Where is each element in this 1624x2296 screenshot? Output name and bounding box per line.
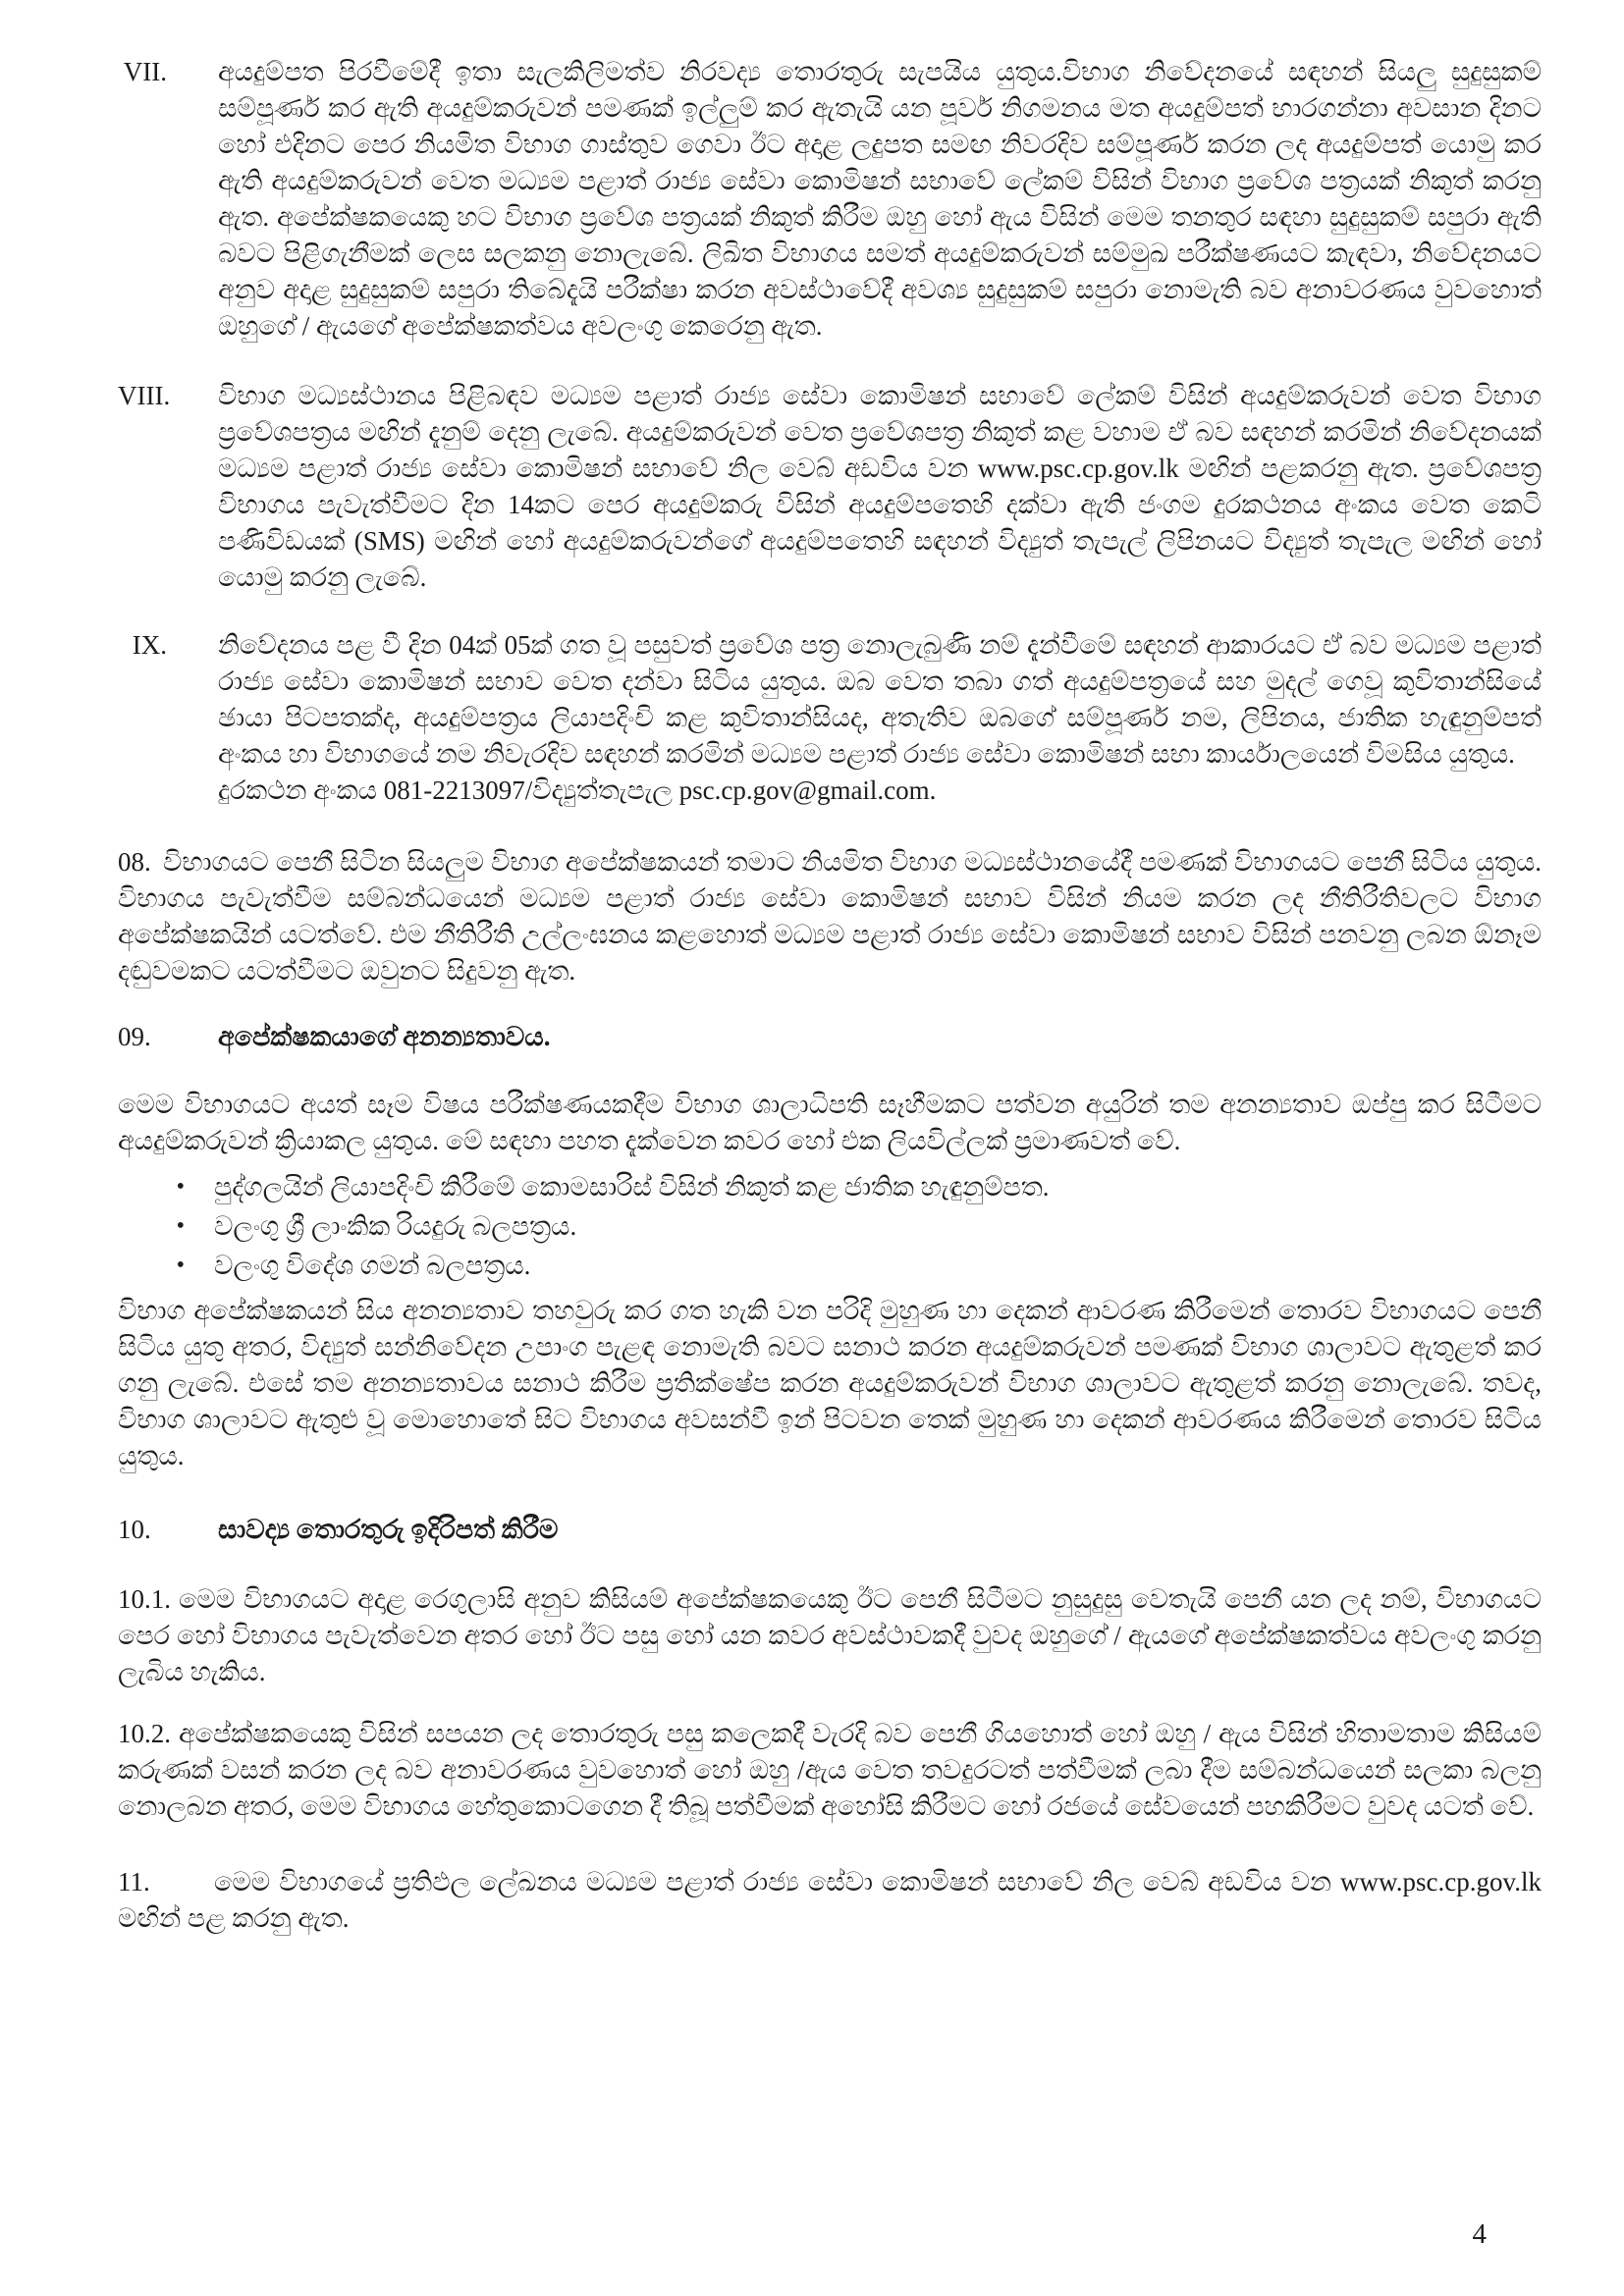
bullet-text: පුද්ගලයින් ලියාපදිංචි කිරීමේ කොමසාරිස් විසින් නිකුත් කළ ජාතික හැඳුනුම්පත. xyxy=(214,1172,1050,1201)
section-11 xyxy=(118,1864,1542,1937)
section-08-number: 08. xyxy=(118,847,151,877)
section-ix-text: නිවේදනය පළ වී දින 04ක් 05ක් ගත වූ පසුවත් ප්‍රවේශ පත්‍ර නොලැබුණි නම් දැන්වීමේ සඳහන් ආකාරයට ඒ බව මධ්‍යම පළාත් රාජ්‍ය සේවා කොමිෂන් සභාව වෙත දන්වා සිටිය යුතුය. ඔබ වෙත තබා ගත් අයදුම්පත්‍රයේ සහ මුදල් ගෙවූ කුවිතාන්සියේ ඡායා පිටපතක්ද, අයදුම්පත්‍රය ලියාපදිංචි කළ කුවිතාන්සියද, අතැතිව ඔබගේ සම්පූර්ණ නම, ලිපිනය, ජාතික හැඳුනුම්පත් අංකය හා විභාගයේ නම නිවැරදිව සඳහන් කරමින් මධ්‍යම පළාත් රාජ්‍ය සේවා කොමිෂන් සභා කාර්යාලයෙන් විමසිය යුතුය. xyxy=(218,630,1542,769)
section-09-heading: අපේක්ෂකයාගේ අනන්‍යතාවය. xyxy=(218,1022,551,1051)
page-number: 4 xyxy=(1472,2218,1487,2250)
section-ix xyxy=(118,627,1542,809)
document-content xyxy=(118,54,1542,1937)
list-item xyxy=(118,1167,1542,1206)
section-09-bullet-list xyxy=(118,1167,1542,1285)
bullet-text: වලංගු විදේශ ගමන් බලපත්‍රය. xyxy=(214,1251,531,1280)
section-09-outro: විභාග අපේක්ෂකයන් සිය අනන්‍යතාව තහවුරු කර ගත හැකි වන පරිදි මුහුණ හා දෙකන් ආවරණ කිරීමෙන් තොරව විභාගයට පෙනී සිටිය යුතු අතර, විද්‍යුත් සන්නිවේදන උපාංග පැළඳ නොමැති බවට සනාථ කරන අයදුම්කරුවන් පමණක් විභාග ශාලාවට ඇතුළත් කර ගනු ලැබේ. එසේ තම අනන්‍යතාවය සනාථ කිරීම ප්‍රතික්ෂේප කරන අයදුම්කරුවන් විභාග ශාලාවට ඇතුළත් කරනු නොලැබේ. තවද, විභාග ශාලාවට ඇතුළු වූ මොහොතේ සිට විභාගය අවසන්වී ඉන් පිටවන තෙක් මුහුණ හා දෙකන් ආවරණය කිරීමෙන් තොරව සිටිය යුතුය. xyxy=(118,1296,1542,1470)
section-vii-number: VII. xyxy=(123,57,167,86)
section-10-heading-row xyxy=(118,1512,1542,1548)
section-vii xyxy=(118,54,1542,345)
section-10-2-text: අපේක්ෂකයෙකු විසින් සපයන ලද තොරතුරු පසු කලෙකදී වැරදි බව පෙනී ගියහොත් හෝ ඔහු / ඇය විසින් හිතාමතාම කිසියම් කරුණක් වසන් කරන ලද බව අනාවරණය වුවහොත් හෝ ඔහු /ඇය වෙත තවදුරටත් පත්වීමක් ලබා දීම සම්බන්ධයෙන් සලකා බලනු නොලබන අතර, මෙම විභාගය හේතුකොටගෙන දී තිබූ පත්වීමක් අහෝසි කිරීමට හෝ රජයේ සේවයෙන් පහකිරීමට වුවද යටත් වේ. xyxy=(118,1719,1542,1821)
section-vii-text: අයදුම්පත පිරවීමේදී ඉතා සැලකිලිමත්ව නිරවද්‍ය තොරතුරු සැපයිය යුතුය.විභාග නිවේදනයේ සඳහන් සියලු සුදුසුකම් සම්පූර්ණ කර ඇති අයදුම්කරුවන් පමණක් ඉල්ලුම් කර ඇතැයි යන පූර්ව නිගමනය මත අයදුම්පත් භාරගන්නා අවසාන දිනට හෝ එදිනට පෙර නියමිත විභාග ගාස්තුව ගෙවා ඊට අදාළ ලදුපත සමඟ නිවරදිව සම්පූර්ණ කරන ලද අයදුම්පත් යොමු කර ඇති අයදුම්කරුවන් වෙත මධ්‍යම පළාත් රාජ්‍ය සේවා කොමිෂන් සභාවේ ලේකම් විසින් විභාග ප්‍රවේශ පත්‍රයක් නිකුත් කරනු ඇත. අපේක්ෂකයෙකු හට විභාග ප්‍රවේශ පත්‍රයක් නිකුත් කිරීම ඔහු හෝ ඇය විසින් මෙම තනතුර සඳහා සුදුසුකම් සපුරා ඇති බවට පිළිගැනීමක් ලෙස සලකනු නොලැබේ. ලිඛිත විභාගය සමත් අයදුම්කරුවන් සම්මුඛ පරීක්ෂණයට කැඳවා, නිවේදනයට අනුව අදාළ සුදුසුකම් සපුරා තිබේදැයි පරීක්ෂා කරන අවස්ථාවේදී අවශ්‍ය සුදුසුකම් සපුරා නොමැති බව අනාවරණය වුවහොත් ඔහුගේ / ඇයගේ අපේක්ෂකත්වය අවලංගු කෙරෙනු ඇත. xyxy=(218,57,1542,341)
section-10-1-text: මෙම විභාගයට අදාළ රෙගුලාසි අනුව කිසියම් අපේක්ෂකයෙකු ඊට පෙනී සිටීමට නුසුදුසු වෙතැයි පෙනී යන ලද නම්, විභාගයට පෙර හෝ විභාගය පැවැත්වෙන අතර හෝ ඊට පසු හෝ යන කවර අවස්ථාවකදී වුවද ඔහුගේ / ඇයගේ අපේක්ෂකත්වය අවලංගු කරනු ලැබිය හැකිය. xyxy=(118,1584,1542,1686)
bullet-icon: • xyxy=(176,1213,185,1239)
bullet-icon: • xyxy=(176,1253,185,1278)
section-09-number: 09. xyxy=(118,1022,151,1051)
section-viii xyxy=(118,378,1542,596)
section-10-2-number: 10.2. xyxy=(118,1719,171,1748)
section-08-text: විභාගයට පෙනී සිටින සියලුම විභාග අපේක්ෂකයන් තමාට නියමිත විභාග මධ්‍යස්ථානයේදී පමණක් විභාගයට පෙනී සිටිය යුතුය. විභාගය පැවැත්වීම සම්බන්ධයෙන් මධ්‍යම පළාත් රාජ්‍ය සේවා කොමිෂන් සභාව විසින් නියම කරන ලද නීතිරීතිවලට විභාග අපේක්ෂකයින් යටත්වේ. එම නීතිරීති උල්ලංඝනය කළහොත් මධ්‍යම පළාත් රාජ්‍ය සේවා කොමිෂන් සභාව විසින් පනවනු ලබන ඕනෑම දඬුවමකට යටත්වීමට ඔවුනට සිදුවනු ඇත. xyxy=(118,847,1542,986)
section-ix-body-wrap xyxy=(218,627,1542,809)
section-ix-number: IX. xyxy=(132,630,167,660)
section-10-2 xyxy=(118,1716,1542,1825)
section-09-intro: මෙම විභාගයට අයත් සෑම විෂය පරීක්ෂණයකදීම විභාග ශාලාධිපති සෑහීමකට පත්වන අයුරින් තම අනන්‍යතාව ඔප්පු කර සිටීමට අයදුම්කරුවන් ක්‍රියාකල යුතුය. මේ සඳහා පහත දැක්වෙන කවර හෝ එක ලියවිල්ලක් ප්‍රමාණවත් වේ. xyxy=(118,1090,1542,1155)
bullet-icon: • xyxy=(176,1174,185,1200)
section-11-number: 11. xyxy=(118,1867,150,1896)
section-10-1-number: 10.1. xyxy=(118,1584,171,1614)
section-viii-text: විභාග මධ්‍යස්ථානය පිළිබඳව මධ්‍යම පළාත් රාජ්‍ය සේවා කොමිෂන් සභාවේ ලේකම් විසින් අයදුම්කරුවන් වෙත විභාග ප්‍රවේශපත්‍රය මඟින් දැනුම් දෙනු ලැබේ. අයදුම්කරුවන් වෙත ප්‍රවේශපත්‍ර නිකුත් කළ වහාම ඒ බව සඳහන් කරමින් නිවේදනයක් මධ්‍යම පළාත් රාජ්‍ය සේවා කොමිෂන් සභාවේ නිල වෙබ් අඩවිය වන www.psc.cp.gov.lk මඟින් පළකරනු ඇත. ප්‍රවේශපත්‍ර විභාගය පැවැත්වීමට දින 14කට පෙර අයදුම්කරු විසින් අයදුම්පතෙහි දක්වා ඇති ජංගම දුරකථනය අංකය වෙත කෙටි පණිවිඩයක් (SMS) මඟින් හෝ අයදුම්කරුවන්ගේ අයදුම්පතෙහි සඳහන් විද්‍යුත් තැපැල් ලිපිනයට විද්‍යුත් තැපැල මඟින් හෝ යොමු කරනු ලැබේ. xyxy=(218,381,1542,592)
section-10-1 xyxy=(118,1581,1542,1690)
section-08 xyxy=(118,844,1542,989)
section-ix-contact-line: දුරකථන අංකය 081-2213097/විද්‍යුත්තැපැල psc.cp.gov@gmail.com. xyxy=(218,775,937,805)
section-10-heading: සාවද්‍ය තොරතුරු ඉදිරිපත් කිරීම xyxy=(218,1515,559,1544)
list-item xyxy=(118,1206,1542,1246)
section-viii-number: VIII. xyxy=(118,381,171,410)
list-item xyxy=(118,1246,1542,1285)
bullet-text: වලංගු ශ්‍රී ලාංකික රියදුරු බලපත්‍රය. xyxy=(214,1211,577,1241)
section-09-heading-row xyxy=(118,1019,1542,1055)
section-11-text: මෙම විභාගයේ ප්‍රතිඵල ලේඛනය මධ්‍යම පළාත් රාජ්‍ය සේවා කොමිෂන් සභාවේ නිල වෙබ් අඩවිය වන www.psc.cp.gov.lk මඟින් පළ කරනු ඇත. xyxy=(118,1867,1542,1933)
section-10-number: 10. xyxy=(118,1515,151,1544)
